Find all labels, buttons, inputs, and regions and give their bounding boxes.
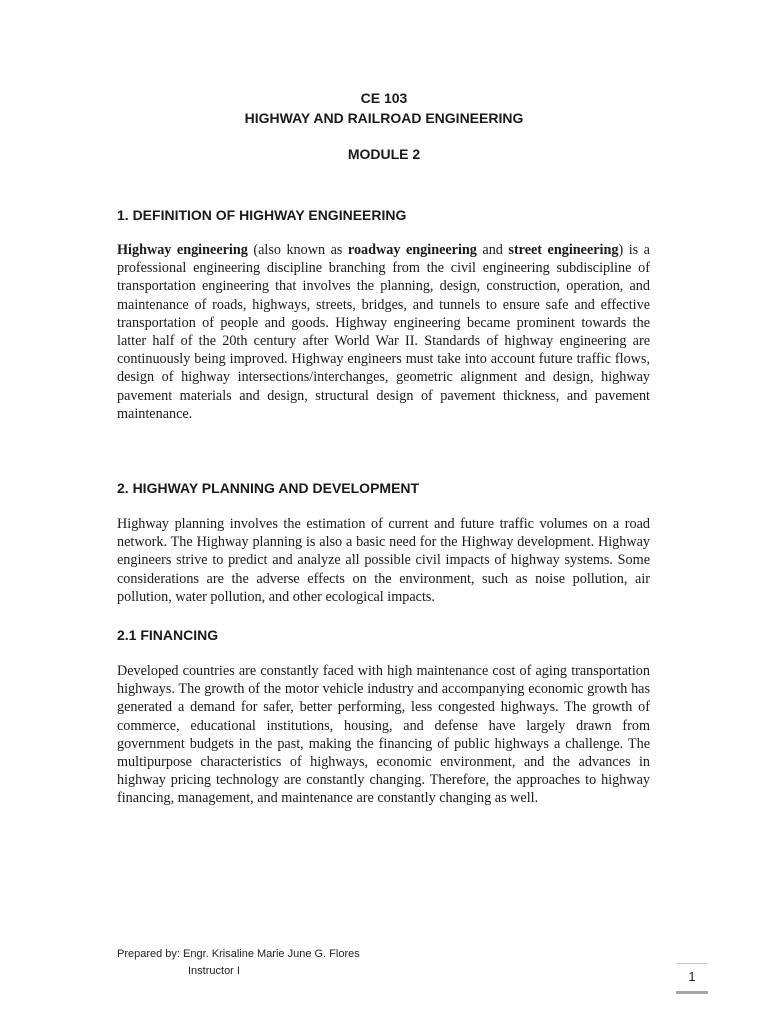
prepared-by: Prepared by: Engr. Krisaline Marie June G. Flores — [117, 948, 360, 960]
instructor-role: Instructor I — [188, 965, 240, 977]
page-number: 1 — [688, 969, 696, 984]
page-number-box — [676, 963, 708, 994]
section-heading-definition: 1. DEFINITION OF HIGHWAY ENGINEERING — [117, 207, 407, 223]
course-code: CE 103 — [360, 90, 408, 106]
paragraph-text: (also known as — [247, 242, 348, 258]
course-header — [0, 88, 768, 164]
term-roadway-engineering: roadway engineering — [347, 242, 477, 258]
paragraph-definition — [117, 241, 650, 423]
paragraph-planning: Highway planning involves the estimation of current and future traffic volumes on a road network. The Highway planning is also a basic need for the Highway development. Highway engineers strive to predict and analyze all possible civil impacts of highway systems. Some considerations are the adverse effects on the environment, such as noise pollution, air pollution, water pollution, and other ecological impacts. — [117, 516, 650, 605]
footer — [117, 946, 360, 980]
module-title: MODULE 2 — [347, 146, 421, 162]
section-heading-planning: 2. HIGHWAY PLANNING AND DEVELOPMENT — [117, 480, 420, 496]
course-title: HIGHWAY AND RAILROAD ENGINEERING — [244, 110, 524, 126]
paragraph-financing: Developed countries are constantly faced with high maintenance cost of aging transportation highways. The growth of the motor vehicle industry and accompanying economic growth has generated a demand for safer, better performing, less congested highways. The growth of commerce, educational institutions, housing, and defense have largely drawn from government budgets in the past, making the financing of public highways a challenge. The multipurpose characteristics of highways, economic environment, and the advances in highway pricing technology are constantly changing. Therefore, the approaches to highway financing, management, and maintenance are constantly changing as well. — [117, 663, 650, 807]
paragraph-text: and — [476, 242, 509, 258]
section-heading-financing: 2.1 FINANCING — [117, 627, 219, 643]
term-street-engineering: street engineering — [508, 242, 619, 258]
term-highway-engineering: Highway engineering — [117, 242, 248, 258]
paragraph-text: is a professional engineering discipline branching from the civil engineering subdiscipline of transportation engineering that involves the planning, design, construction, operation, and maintenance of roads, highways, streets, bridges, and tunnels to ensure safe and effective transportation of people and goods. Highway engineering became prominent towards the latter half of the 20th century after World War II. Standards of highway engineering are continuously being improved. Highway engineers must take into account future traffic flows, design of highway intersections/interchanges, geometric alignment and design, highway pavement materials and design, structural design of pavement thickness, and pavement maintenance. — [117, 242, 650, 422]
page-number-bar — [676, 991, 708, 994]
paragraph-text: ) — [618, 242, 624, 258]
